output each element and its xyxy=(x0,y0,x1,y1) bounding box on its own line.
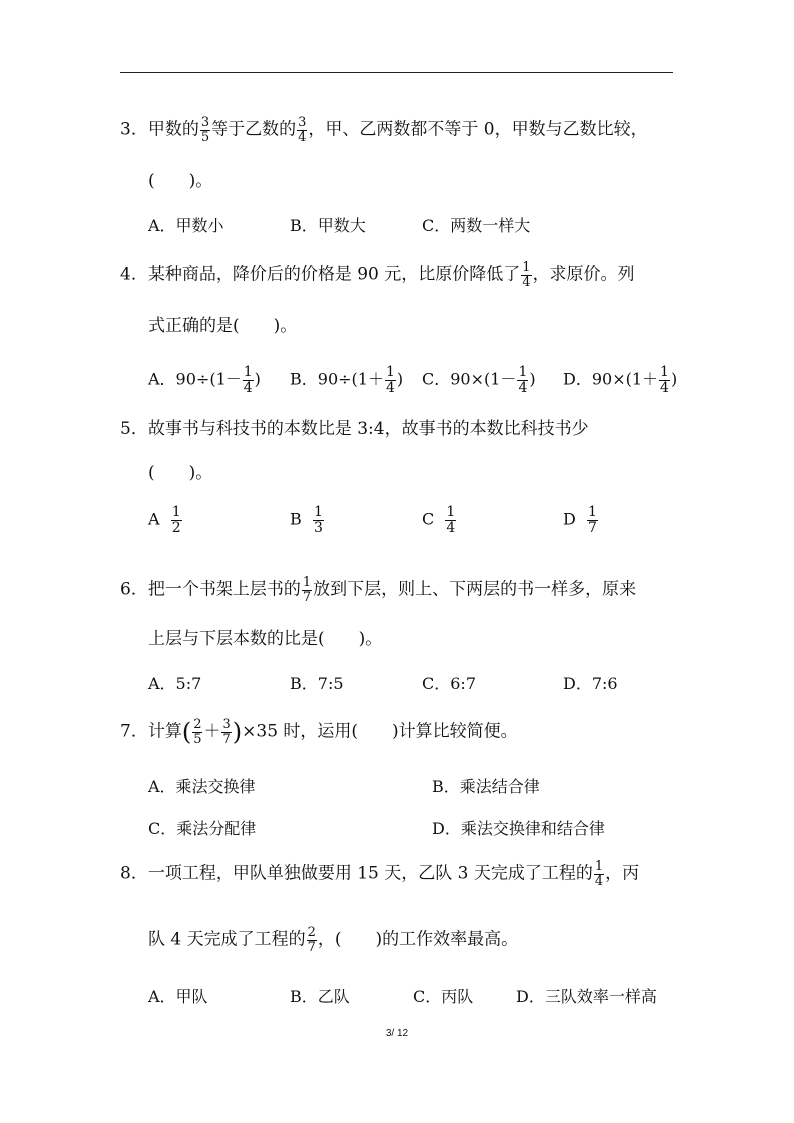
question-4-line-1 xyxy=(120,261,635,289)
question-6-line-2: 上层与下层本数的比是( )。 xyxy=(148,629,383,649)
text: ，甲、乙两数都不等于 0，甲数与乙数比较， xyxy=(308,119,648,140)
plus-sign: ＋ xyxy=(203,721,221,742)
fraction xyxy=(200,116,210,144)
text: 甲数的 xyxy=(147,119,199,140)
option-b[interactable] xyxy=(290,365,403,395)
text: 放到下层，则上、下两层的书一样多，原来 xyxy=(313,579,637,600)
numerator: 1 xyxy=(518,364,528,380)
denominator: 4 xyxy=(522,274,531,290)
denominator: 7 xyxy=(588,519,597,536)
text: A．90÷(1－ xyxy=(148,369,242,389)
option-a[interactable]: A．乘法交换律 xyxy=(148,777,256,796)
denominator: 3 xyxy=(313,519,323,536)
option-a[interactable]: A．甲数小 xyxy=(148,216,224,235)
text: 等于乙数的 xyxy=(211,119,297,140)
fraction xyxy=(517,365,528,395)
text: 一项工程，甲队单独做要用 15 天，乙队 3 天完成了工程的 xyxy=(147,863,593,884)
numerator: 1 xyxy=(313,504,323,520)
numerator: 1 xyxy=(171,504,181,520)
numerator: 3 xyxy=(222,717,231,732)
option-b[interactable]: B．乙队 xyxy=(290,987,350,1006)
option-c[interactable]: C．丙队 xyxy=(413,987,474,1006)
option-c[interactable]: C．乘法分配律 xyxy=(148,819,257,838)
fraction xyxy=(307,926,317,954)
numerator: 1 xyxy=(302,575,312,590)
option-d[interactable] xyxy=(563,505,599,535)
option-d[interactable] xyxy=(563,365,677,395)
denominator: 5 xyxy=(200,129,210,145)
option-label: A xyxy=(148,509,160,529)
option-a[interactable]: A．甲队 xyxy=(148,987,208,1006)
option-c[interactable] xyxy=(422,505,457,535)
question-number: 7． xyxy=(120,721,148,742)
option-d[interactable]: D．三队效率一样高 xyxy=(516,987,657,1006)
option-d[interactable]: D．7:6 xyxy=(563,674,618,693)
question-number: 3． xyxy=(120,119,148,140)
denominator: 4 xyxy=(518,379,528,396)
numerator: 1 xyxy=(446,504,456,520)
text: 计算 xyxy=(147,721,182,742)
fraction xyxy=(297,116,307,144)
question-4-line-2: 式正确的是( )。 xyxy=(148,316,298,336)
fraction xyxy=(192,718,202,746)
text: C．90×(1－ xyxy=(422,369,517,389)
fraction xyxy=(313,505,324,535)
numerator: 2 xyxy=(307,925,316,940)
option-c[interactable]: C．两数一样大 xyxy=(422,216,531,235)
text: ，( )的工作效率最高。 xyxy=(317,929,519,950)
fraction xyxy=(302,576,312,604)
text: ) xyxy=(396,369,404,389)
numerator: 3 xyxy=(200,115,210,130)
denominator: 4 xyxy=(594,873,604,889)
question-3-line-2: ( )。 xyxy=(148,171,213,191)
fraction xyxy=(659,365,670,395)
question-number: 6． xyxy=(120,579,148,600)
fraction xyxy=(171,505,182,535)
text: ) xyxy=(529,369,536,389)
option-b[interactable] xyxy=(290,505,325,535)
option-c[interactable]: C．6:7 xyxy=(422,674,476,693)
fraction xyxy=(221,718,231,746)
option-c[interactable] xyxy=(422,365,536,395)
text: ，丙 xyxy=(605,863,640,884)
question-3-line-1 xyxy=(120,116,648,144)
text: ) xyxy=(670,369,678,389)
question-5-line-1 xyxy=(120,421,589,438)
numerator: 1 xyxy=(385,364,395,380)
denominator: 4 xyxy=(385,379,395,396)
question-5-line-2: ( )。 xyxy=(148,463,213,483)
numerator: 1 xyxy=(594,859,604,874)
numerator: 3 xyxy=(298,115,307,130)
fraction xyxy=(521,261,531,289)
denominator: 4 xyxy=(243,379,253,396)
option-b[interactable]: B．甲数大 xyxy=(290,216,366,235)
text: B．90÷(1＋ xyxy=(290,369,384,389)
text: D．90×(1＋ xyxy=(563,369,659,389)
option-a[interactable] xyxy=(148,505,183,535)
question-8-line-1 xyxy=(120,860,639,888)
option-label: D xyxy=(563,509,576,529)
denominator: 2 xyxy=(171,519,181,536)
fraction xyxy=(243,365,254,395)
fraction xyxy=(587,505,598,535)
denominator: 7 xyxy=(302,589,312,605)
option-label: C xyxy=(422,509,435,529)
page-number: 3/ 12 xyxy=(385,1028,409,1039)
option-a[interactable] xyxy=(148,365,261,395)
text: 某种商品，降价后的价格是 90 元，比原价降低了 xyxy=(147,264,521,285)
option-label: B xyxy=(290,509,302,529)
option-d[interactable]: D．乘法交换律和结合律 xyxy=(432,819,605,838)
question-7-line-1 xyxy=(120,718,518,746)
denominator: 4 xyxy=(660,379,669,396)
text: ×35 时，运用( )计算比较简便。 xyxy=(242,721,518,742)
fraction xyxy=(445,505,456,535)
question-8-line-2 xyxy=(148,926,518,954)
question-number: 4． xyxy=(120,264,148,285)
option-a[interactable]: A．5:7 xyxy=(148,674,202,693)
fraction xyxy=(385,365,396,395)
numerator: 1 xyxy=(588,504,597,520)
numerator: 1 xyxy=(522,260,531,275)
text: 队 4 天完成了工程的 xyxy=(148,929,306,950)
text: 故事书与科技书的本数比是 3:4，故事书的本数比科技书少 xyxy=(147,419,589,439)
numerator: 1 xyxy=(243,364,253,380)
denominator: 5 xyxy=(193,731,202,747)
left-paren: ( xyxy=(181,718,192,747)
text: 把一个书架上层书的 xyxy=(147,579,301,600)
text: ) xyxy=(254,369,261,389)
numerator: 1 xyxy=(660,364,669,380)
question-number: 5． xyxy=(120,419,148,439)
header-rule xyxy=(120,72,673,73)
question-6-line-1 xyxy=(120,576,636,604)
denominator: 4 xyxy=(298,129,307,145)
option-b[interactable]: B．7:5 xyxy=(290,674,344,693)
numerator: 2 xyxy=(193,717,202,732)
denominator: 4 xyxy=(446,519,456,536)
option-b[interactable]: B．乘法结合律 xyxy=(432,777,540,796)
right-paren: ) xyxy=(232,718,243,747)
denominator: 7 xyxy=(222,731,231,747)
text: ，求原价。列 xyxy=(532,264,635,285)
denominator: 7 xyxy=(307,939,316,955)
question-number: 8． xyxy=(120,863,148,884)
fraction xyxy=(594,860,604,888)
